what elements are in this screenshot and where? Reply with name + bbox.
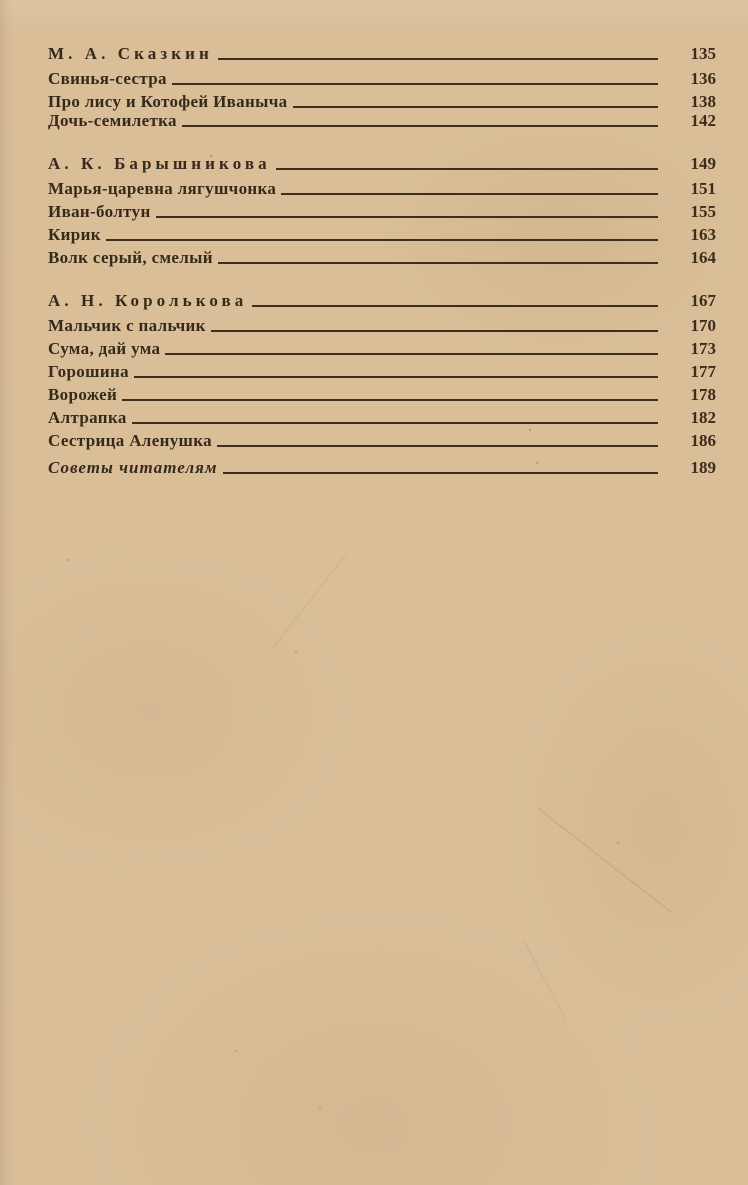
toc-row [48, 408, 716, 427]
toc-row [48, 111, 716, 130]
leader-line [122, 399, 658, 401]
toc-row [48, 316, 716, 335]
leader-line [218, 262, 658, 264]
leader-line [293, 106, 658, 108]
toc-row [48, 339, 716, 358]
leader-line [132, 422, 658, 424]
leader-line [218, 58, 658, 60]
toc-title: Волк серый, смелый [48, 248, 213, 267]
toc-title: М. А. Сказкин [48, 44, 213, 63]
toc-row-author [48, 44, 716, 63]
toc-row [48, 69, 716, 88]
toc-row [48, 225, 716, 244]
paper-scratch [523, 941, 566, 1021]
toc-page-number: 163 [690, 225, 716, 244]
toc-row [48, 248, 716, 267]
toc-title: Советы читателям [48, 458, 218, 477]
toc-page-number: 151 [690, 179, 716, 198]
toc-page-number: 186 [690, 431, 716, 450]
paper-scratch [538, 808, 673, 913]
toc-row-author [48, 291, 716, 310]
toc-title: Сума, дай ума [48, 339, 161, 358]
leader-line [165, 353, 658, 355]
leader-line [134, 376, 658, 378]
toc-page-number: 136 [690, 69, 716, 88]
toc-title: Сестрица Аленушка [48, 431, 212, 450]
toc-title: Горошина [48, 362, 129, 381]
leader-line [281, 193, 658, 195]
toc-page-number: 173 [690, 339, 716, 358]
toc-title: Кирик [48, 225, 101, 244]
leader-line [217, 445, 658, 447]
leader-line [182, 125, 658, 127]
toc-title: Алтрапка [48, 408, 127, 427]
toc-page-number: 178 [690, 385, 716, 404]
toc-row [48, 431, 716, 450]
toc-page-number: 182 [690, 408, 716, 427]
toc-row-author [48, 154, 716, 173]
toc-row [48, 362, 716, 381]
toc-title: Свинья-сестра [48, 69, 167, 88]
toc-page-number: 155 [690, 202, 716, 221]
toc-row-readers-advice [48, 458, 716, 477]
toc-title: Про лису и Котофей Иваныча [48, 92, 288, 111]
toc-row [48, 202, 716, 221]
toc-page-number: 149 [690, 154, 716, 173]
leader-line [172, 83, 658, 85]
toc-row [48, 92, 716, 111]
toc-title: Марья-царевна лягушчонка [48, 179, 277, 198]
toc-page-number: 189 [690, 458, 716, 477]
toc-page-number: 142 [690, 111, 716, 130]
toc-title: А. К. Барышникова [48, 154, 271, 173]
toc-page-number: 177 [690, 362, 716, 381]
toc-page-number: 135 [690, 44, 716, 63]
table-of-contents [48, 44, 716, 481]
toc-page-number: 167 [690, 291, 716, 310]
toc-title: Ворожей [48, 385, 118, 404]
toc-title: Иван-болтун [48, 202, 151, 221]
toc-row [48, 385, 716, 404]
toc-row [48, 179, 716, 198]
toc-page-number: 138 [690, 92, 716, 111]
leader-line [276, 168, 658, 170]
leader-line [211, 330, 658, 332]
leader-line [252, 305, 658, 307]
paper-scratch [273, 553, 348, 648]
toc-page-number: 164 [690, 248, 716, 267]
toc-title: А. Н. Королькова [48, 291, 248, 310]
toc-title: Дочь-семилетка [48, 111, 177, 130]
leader-line [223, 472, 658, 474]
toc-title: Мальчик с пальчик [48, 316, 206, 335]
toc-page-number: 170 [690, 316, 716, 335]
leader-line [106, 239, 658, 241]
leader-line [156, 216, 658, 218]
